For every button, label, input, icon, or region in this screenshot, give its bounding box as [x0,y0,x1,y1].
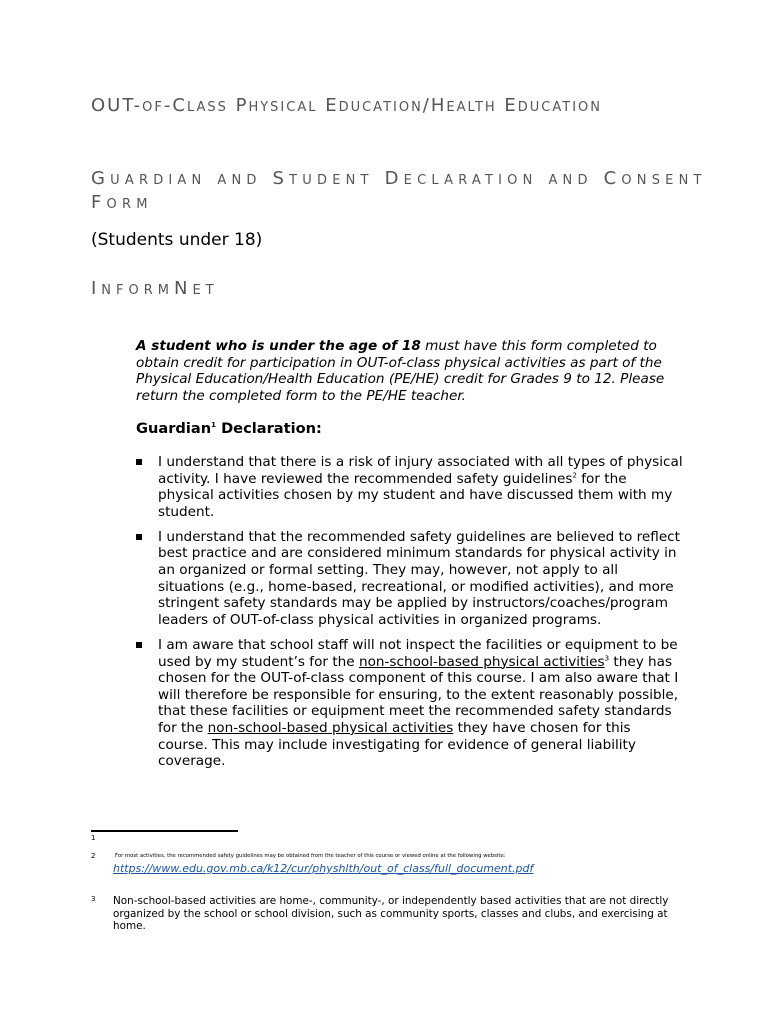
brand-name: InformNet [91,278,219,299]
bullet2-text: I understand that the recommended safety guidelines are believed to reflect best practice and are considered minimum standards for physical activity in an organized or formal setting. They may, however, not apply to all situations (e.g., home-based, recreational, or modified activities), and more stringent safety standards may be applied by instructors/coaches/program leaders of OUT-of-class physical activities in organized programs. [158,528,680,628]
intro-text: must have this form completed to obtain credit for participation in OUT-of-class physical activities as part of the Physical Education/Health Education (PE/HE) credit for Grades 9 to 12. Please return the completed form to the PE/HE teacher. [136,338,665,404]
bullet-square-icon [136,534,142,540]
bullet-square-icon [136,459,142,465]
document-title: OUT-of-Class Physical Education/Health Education [91,95,602,116]
audience-note: (Students under 18) [91,230,263,250]
footnote-2-text: For most activities, the recommended safety guidelines may be obtained from the teacher of this course or viewed online at the following website: [115,853,506,859]
non-school-activities-term: non-school-based physical activities [358,653,605,670]
bullet3-part3: they have chosen for this course. This may include investigating for evidence of general liability coverage. [158,719,636,770]
footnote-2-number: 2 [91,852,96,860]
footnote-3-number: 3 [91,895,96,903]
guardian-declaration-heading [136,420,322,438]
heading-main: Guardian [136,420,212,437]
footnote-ref-1[interactable]: 1 [211,421,216,430]
bullet3-part1: I am aware that school staff will not inspect the facilities or equipment to be used by my student’s for the [158,636,678,670]
list-item [136,637,684,770]
bullet3-part2: they has chosen for the OUT-of-class component of this course. I am also aware that I will therefore be responsible for ensuring, to the extent reasonably possible, that these facilities or equipment meet the recommended safety standards for the [158,653,679,736]
bullet1-part1: I understand that there is a risk of injury associated with all types of physical activity. I have reviewed the recommended safety guidelines [158,454,683,487]
intro-paragraph [136,338,684,404]
bullet1-part2: for the physical activities chosen by my student and have discussed them with my student. [158,470,673,520]
non-school-activities-term-2: non-school-based physical activities [207,719,454,736]
heading-rest: Declaration: [215,420,322,437]
declaration-list [136,454,684,778]
bullet-square-icon [136,642,142,648]
safety-guidelines-link[interactable]: https://www.edu.gov.mb.ca/k12/cur/physhlth/out_of_class/full_document.pdf [113,862,534,875]
intro-bold-lead: A student who is under the age of 18 [136,338,421,354]
document-subtitle: Guardian and Student Declaration and Consent Form [91,168,707,213]
footnote-ref-2[interactable]: 2 [572,471,577,480]
list-item [136,454,684,520]
footnote-separator [91,830,238,832]
footnote-ref-3[interactable]: 3 [604,654,610,662]
footnote-1-number: 1 [91,834,96,842]
footnote-3-text: Non-school-based activities are home-, community-, or independently based activities that are not directly organized by the school or school division, such as community sports, classes and clubs, and exercising at home. [113,895,669,933]
list-item [136,529,684,629]
